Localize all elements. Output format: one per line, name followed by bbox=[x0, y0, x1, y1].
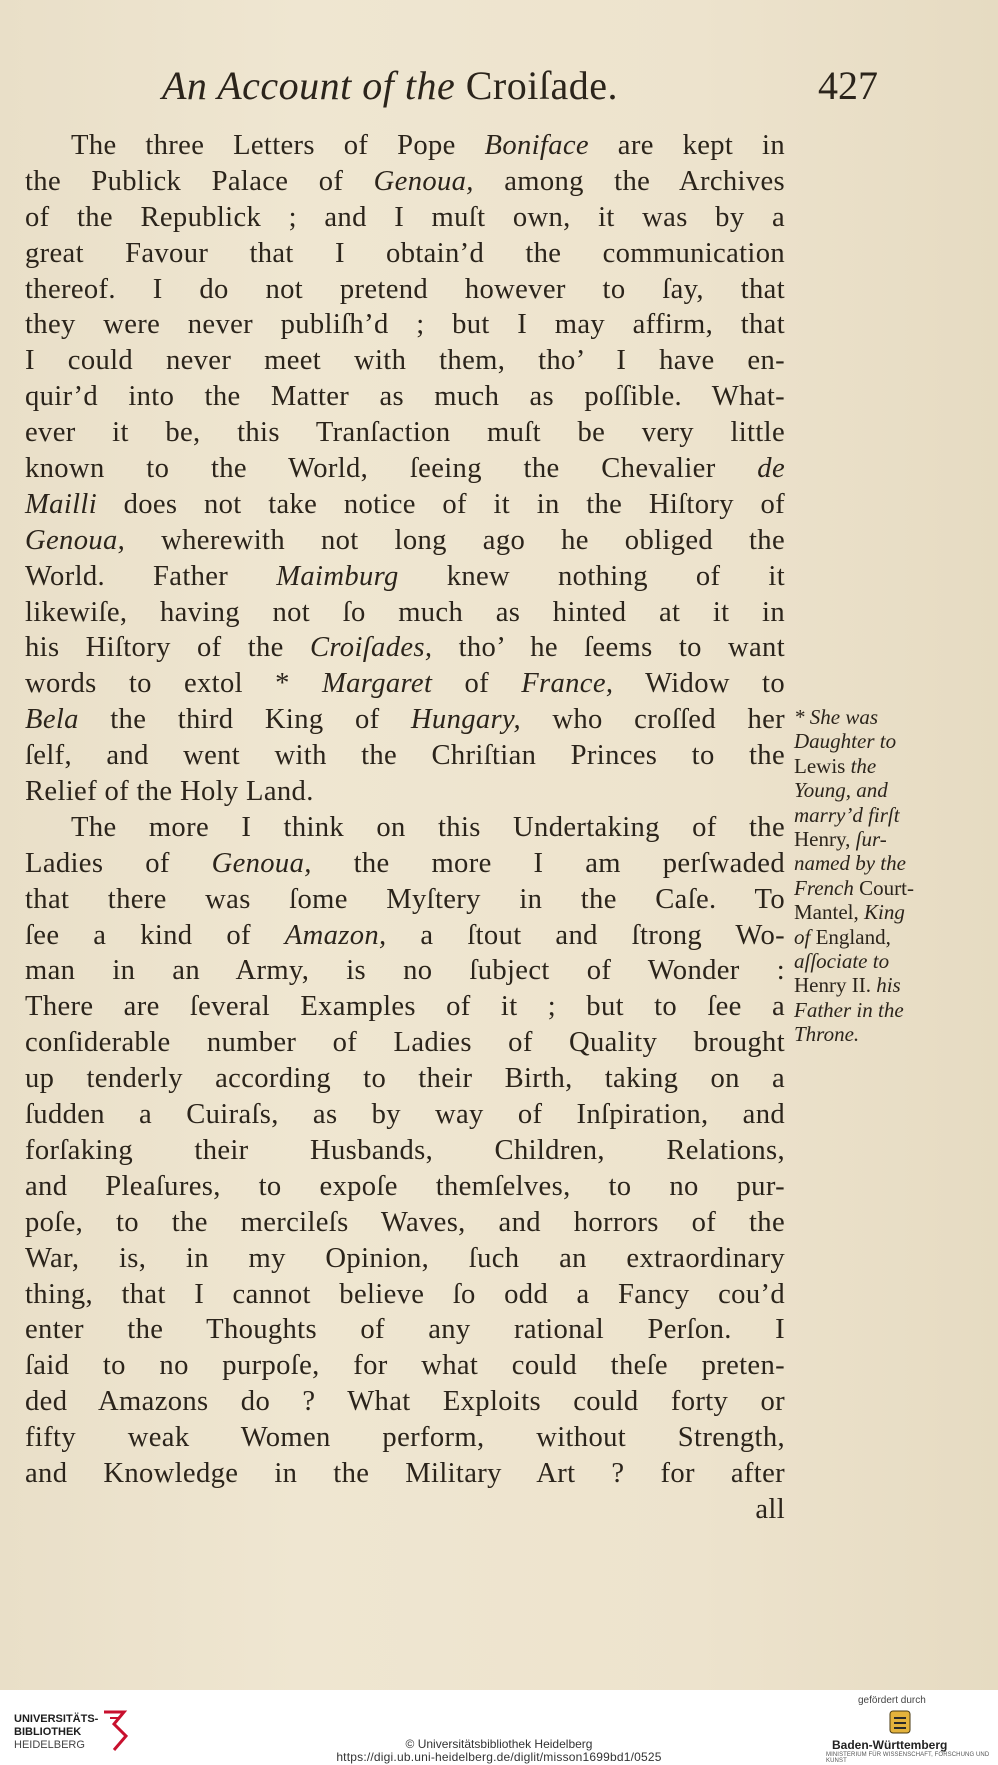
body-line bbox=[25, 918, 785, 954]
body-line bbox=[25, 702, 785, 738]
body-line bbox=[25, 1348, 785, 1384]
margin-text-run: the bbox=[850, 753, 877, 778]
body-line bbox=[25, 1061, 785, 1097]
body-text-run: Widow to bbox=[613, 668, 785, 700]
body-text-run: and Knowledge in the Military Art ? for after bbox=[25, 1457, 785, 1489]
body-line bbox=[25, 1492, 785, 1528]
body-text-run: enter the Thoughts of any rational Perſon. I bbox=[25, 1314, 785, 1346]
body-text-run: poſe, to the mercileſs Waves, and horrors of the bbox=[25, 1206, 785, 1238]
margin-text-run: Daughter to bbox=[794, 729, 897, 754]
body-line bbox=[25, 1420, 785, 1456]
body-text-run: are kept in bbox=[588, 130, 785, 161]
body-line bbox=[25, 1025, 785, 1061]
body-text-run: likewiſe, having not ſo much as hinted at it in bbox=[25, 596, 785, 628]
margin-line bbox=[794, 998, 954, 1022]
body-text-run: of the Republick ; and I muſt own, it was by a bbox=[25, 201, 785, 233]
body-text-run: War, is, in my Opinion, ſuch an extraordinary bbox=[25, 1242, 785, 1274]
body-text-run: and Pleaſures, to expoſe themſelves, to no pur- bbox=[25, 1170, 785, 1202]
sponsor-ministry: MINISTERIUM FÜR WISSENSCHAFT, FORSCHUNG UND KUNST bbox=[826, 1752, 990, 1764]
body-text-run: thing, that I cannot believe ſo odd a Fancy cou’d bbox=[25, 1278, 785, 1310]
body-line bbox=[25, 272, 785, 308]
body-line bbox=[25, 200, 785, 236]
body-text-run: man in an Army, is no ſubject of Wonder : bbox=[25, 955, 785, 987]
body-text-run: I could never meet with them, tho’ I have en- bbox=[25, 345, 785, 377]
body-line bbox=[25, 1097, 785, 1133]
body-line bbox=[25, 1277, 785, 1313]
body-text-run: Boniface bbox=[484, 130, 589, 161]
body-line bbox=[25, 307, 785, 343]
body-text-run: Genoua, bbox=[25, 524, 126, 556]
margin-line bbox=[794, 827, 954, 851]
body-line bbox=[25, 1384, 785, 1420]
body-line bbox=[25, 128, 785, 164]
body-text-run: The three Letters of Pope bbox=[71, 130, 485, 161]
body-line bbox=[25, 343, 785, 379]
body-text-run: Relief of the Holy Land. bbox=[25, 776, 314, 808]
body-text-run: the Publick Palace of bbox=[25, 165, 374, 197]
body-text-run: ever it be, this Tranſaction muſt be very little bbox=[25, 417, 785, 449]
body-text-run: among the Archives bbox=[473, 165, 786, 197]
running-title-prefix: An Account of the bbox=[162, 63, 456, 108]
margin-line bbox=[794, 925, 954, 949]
body-text-run: they were never publiſh’d ; but I may affirm, that bbox=[25, 309, 785, 341]
body-text-run: Maimburg bbox=[276, 560, 399, 592]
margin-text-run: * She was bbox=[794, 705, 878, 729]
body-text-run: Genoua, bbox=[211, 847, 312, 879]
body-line bbox=[25, 451, 785, 487]
body-line bbox=[25, 738, 785, 774]
margin-line bbox=[794, 803, 954, 827]
body-text-run: Bela bbox=[25, 704, 79, 736]
body-text-run: ſee a kind of bbox=[25, 919, 285, 951]
body-text-run: conſiderable number of Ladies of Quality brought bbox=[25, 1027, 785, 1059]
body-line bbox=[25, 164, 785, 200]
margin-text-run: England, bbox=[810, 924, 891, 949]
page-footer bbox=[0, 1690, 998, 1765]
body-text-run: great Favour that I obtain’d the communication bbox=[25, 237, 785, 269]
body-line bbox=[25, 1133, 785, 1169]
body-line bbox=[25, 774, 785, 810]
margin-text-run: Henry, bbox=[794, 827, 856, 852]
body-line bbox=[25, 666, 785, 702]
body-line bbox=[25, 989, 785, 1025]
margin-text-run: Lewis bbox=[794, 753, 851, 778]
margin-line bbox=[794, 729, 954, 753]
body-text-run: of bbox=[432, 668, 522, 700]
body-text-run: forſaking their Husbands, Children, Relations, bbox=[25, 1134, 785, 1166]
body-line bbox=[25, 1205, 785, 1241]
body-text-run: ſudden a Cuiraſs, as by way of Inſpiration, and bbox=[25, 1099, 785, 1131]
body-text-run: knew nothing of it bbox=[398, 560, 786, 592]
body-line bbox=[25, 1456, 785, 1492]
body-text-run: thereof. I do not pretend however to ſay, that bbox=[25, 273, 785, 305]
body-text-run: World. Father bbox=[25, 560, 277, 592]
margin-text-run: of bbox=[794, 924, 811, 949]
margin-text-run: marry’d firſt bbox=[794, 802, 900, 827]
body-text-run: does not take notice of it in the Hiſtory of bbox=[97, 488, 785, 520]
body-line bbox=[25, 810, 785, 846]
margin-text-run: King bbox=[863, 900, 905, 925]
margin-line bbox=[794, 851, 954, 875]
margin-text-run: Young, and bbox=[794, 778, 888, 803]
body-line bbox=[25, 559, 785, 595]
margin-text-run: Mantel, bbox=[794, 900, 864, 925]
body-line bbox=[25, 236, 785, 272]
body-text-run: Hungary, bbox=[410, 704, 521, 736]
margin-text-run: Father in the bbox=[794, 997, 904, 1022]
body-text-run: Croiſades, bbox=[309, 632, 433, 664]
body-text-run: Genoua, bbox=[373, 165, 474, 197]
page-header bbox=[0, 62, 998, 112]
body-line bbox=[25, 415, 785, 451]
body-text-run: his Hiſtory of the bbox=[25, 632, 310, 664]
body-text-run: wherewith not long ago he obliged the bbox=[125, 524, 785, 556]
body-line bbox=[25, 846, 785, 882]
body-text-run: the third King of bbox=[78, 704, 411, 736]
body-text-run: Ladies of bbox=[25, 847, 212, 879]
margin-line bbox=[794, 778, 954, 802]
body-text-run: ſaid to no purpoſe, for what could theſe preten- bbox=[25, 1350, 785, 1382]
margin-text-run: his bbox=[876, 973, 901, 998]
margin-line bbox=[794, 705, 954, 729]
sponsor-name: Baden-Württemberg bbox=[832, 1738, 948, 1752]
margin-text-run: ſur- bbox=[855, 827, 887, 852]
body-text-run: Amazon, bbox=[284, 919, 387, 951]
margin-note bbox=[794, 705, 954, 1047]
body-line bbox=[25, 523, 785, 559]
body-text-run: The more I think on this Undertaking of the bbox=[71, 811, 785, 843]
body-text-run: Mailli bbox=[25, 488, 97, 520]
baden-wuerttemberg-crest-icon bbox=[885, 1708, 915, 1736]
body-text-run: fifty weak Women perform, without Strength, bbox=[25, 1422, 785, 1454]
body-text bbox=[25, 128, 785, 1528]
margin-line bbox=[794, 876, 954, 900]
margin-line bbox=[794, 973, 954, 997]
body-line bbox=[25, 595, 785, 631]
body-line bbox=[25, 487, 785, 523]
body-text-run: words to extol * bbox=[25, 668, 322, 700]
body-text-run: up tenderly according to their Birth, taking on a bbox=[25, 1063, 785, 1095]
margin-text-run: Court- bbox=[853, 875, 914, 900]
body-line bbox=[25, 882, 785, 918]
body-text-run: quir’d into the Matter as much as poſſible. What- bbox=[25, 381, 785, 413]
body-line bbox=[25, 630, 785, 666]
body-text-run: a ſtout and ſtrong Wo- bbox=[386, 919, 785, 951]
body-text-run: Margaret bbox=[321, 668, 433, 700]
margin-text-run: French bbox=[794, 875, 854, 900]
margin-text-run: Henry II. bbox=[794, 973, 877, 998]
margin-line bbox=[794, 1022, 954, 1046]
body-text-run: de bbox=[757, 453, 785, 485]
body-line bbox=[25, 1312, 785, 1348]
body-text-run: There are ſeveral Examples of it ; but to ſee a bbox=[25, 991, 785, 1023]
body-text-run: tho’ he ſeems to want bbox=[432, 632, 785, 664]
body-text-run: all bbox=[755, 1493, 785, 1525]
margin-text-run: Throne. bbox=[794, 1022, 860, 1047]
body-line bbox=[25, 379, 785, 415]
body-text-run: France, bbox=[521, 668, 614, 700]
margin-line bbox=[794, 900, 954, 924]
running-title bbox=[162, 62, 618, 109]
library-name-line-1: UNIVERSITÄTS- bbox=[14, 1713, 99, 1725]
margin-line bbox=[794, 754, 954, 778]
body-line bbox=[25, 1169, 785, 1205]
body-line bbox=[25, 953, 785, 989]
body-text-run: known to the World, ſeeing the Chevalier bbox=[25, 453, 758, 485]
margin-text-run: named by the bbox=[794, 851, 906, 876]
copyright-notice: © Universitätsbibliothek Heidelberg bbox=[405, 1737, 593, 1751]
library-name-line-2: BIBLIOTHEK bbox=[14, 1726, 82, 1738]
body-text-run: ſelf, and went with the Chriſtian Princes to the bbox=[25, 740, 785, 772]
library-city: HEIDELBERG bbox=[14, 1739, 85, 1751]
sponsor-label: gefördert durch bbox=[858, 1695, 926, 1706]
margin-text-run: aſſociate to bbox=[794, 949, 890, 974]
page-number: 427 bbox=[818, 63, 878, 108]
body-text-run: that there was ſome Myſtery in the Caſe. To bbox=[25, 883, 785, 915]
body-text-run: ded Amazons do ? What Exploits could forty or bbox=[25, 1386, 785, 1418]
body-text-run: the more I am perſwaded bbox=[311, 847, 785, 879]
margin-line bbox=[794, 949, 954, 973]
body-text-run: who croſſed her bbox=[520, 704, 785, 736]
body-line bbox=[25, 1241, 785, 1277]
running-title-main: Croiſade. bbox=[465, 63, 618, 108]
source-url-link[interactable]: https://digi.ub.uni-heidelberg.de/diglit/misson1699bd1/0525 bbox=[336, 1750, 662, 1764]
